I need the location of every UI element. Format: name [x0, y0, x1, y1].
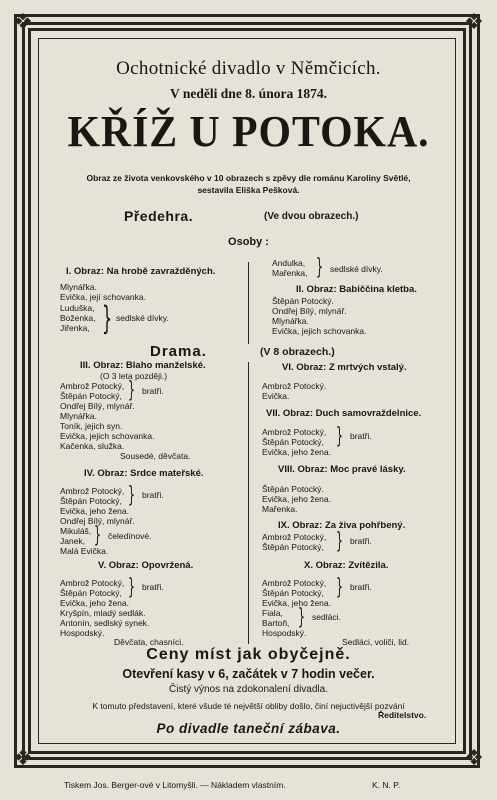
cast-stepan: Štěpán Potocký,	[60, 588, 122, 598]
cast-antonin: Antonín, sedlský synek.	[60, 618, 150, 628]
cast-ondrej: Ondřej Bílý, mlynář.	[60, 401, 135, 411]
cast-ondrej: Ondřej Bílý, mlynář.	[60, 516, 135, 526]
cast-evicka: Evička, její schovanka.	[60, 292, 146, 302]
cast-mala-evicka: Malá Evička.	[60, 546, 109, 556]
cast-luduska: Luduška,	[60, 303, 95, 313]
cast-ondrej: Ondřej Bílý, mlynář.	[272, 306, 347, 316]
cast-group-label: bratři.	[350, 582, 372, 592]
scene-6-heading: VI. Obraz: Z mrtvých vstalý.	[282, 362, 407, 373]
cast-evicka: Evička, jeho žena.	[262, 447, 331, 457]
cast-ambroz: Ambrož Potocký,	[262, 532, 327, 542]
cast-kryspin: Kryšpín, mladý sedlák.	[60, 608, 146, 618]
subtitle-line-2: sestavila Eliška Pešková.	[197, 185, 300, 195]
column-divider	[248, 362, 249, 644]
cast-group-label: sedlské dívky.	[116, 313, 169, 323]
cast-mlynarka: Mlynářka.	[60, 282, 97, 292]
cast-kacenka: Kačenka, služka.	[60, 441, 125, 451]
cast-group-label: bratři.	[350, 431, 372, 441]
cast-evicka: Evička, jeho žena.	[60, 506, 129, 516]
knp-mark: K. N. P.	[372, 780, 401, 790]
cast-extras: Sousedé, děvčata.	[120, 451, 191, 461]
column-divider	[248, 262, 249, 344]
cast-ambroz: Ambrož Potocký,	[262, 578, 327, 588]
cast-marenka: Mařenka.	[262, 504, 298, 514]
cast-ambroz: Ambrož Potocký,	[60, 486, 125, 496]
cast-stepan: Štěpán Potocký,	[262, 588, 324, 598]
brace-icon: }	[102, 299, 113, 337]
cast-mikulas: Mikuláš,	[60, 526, 92, 536]
proceeds-line: Čistý výnos na zdokonalení divadla.	[169, 684, 328, 695]
subtitle-line-1: Obraz ze života venkovského v 10 obrazech s zpěvy dle románu Karoliny Světlé,	[86, 173, 411, 183]
cast-stepan: Štěpán Potocký,	[60, 496, 122, 506]
cast-evicka: Evička, jeho žena.	[60, 598, 129, 608]
performance-date: V neděli dne 8. února 1874.	[170, 86, 327, 101]
scene-5-heading: V. Obraz: Opovržená.	[98, 560, 194, 571]
cast-group-label: čeledínové.	[108, 531, 152, 541]
cast-group-label: sedláci.	[312, 612, 341, 622]
brace-icon: }	[128, 378, 135, 403]
corner-ornament-icon: ❖	[13, 10, 33, 35]
cast-hospodsky: Hospodský.	[262, 628, 307, 638]
cast-evicka: Evička, jeho žena.	[262, 598, 331, 608]
cast-group-label: bratři.	[142, 386, 164, 396]
scene-1-heading: I. Obraz: Na hrobě zavražděných.	[66, 266, 216, 277]
cast-evicka: Evička, jejich schovanka.	[60, 431, 155, 441]
cast-hospodsky: Hospodský.	[60, 628, 105, 638]
scene-8-heading: VIII. Obraz: Moc pravé lásky.	[278, 464, 406, 475]
drama-note: (V 8 obrazech.)	[260, 346, 335, 358]
scene-9-heading: IX. Obraz: Za živa pohřbený.	[278, 520, 406, 531]
cast-marenka: Mařenka,	[272, 268, 308, 278]
cast-extras: Sedláci, voliči, lid.	[342, 637, 410, 647]
invitation-line: K tomuto představení, které všude té největší obliby došlo, činí nejuctivější pozvání	[92, 701, 405, 711]
cast-mlynarka: Mlynářka.	[272, 316, 309, 326]
scene-10-heading: X. Obraz: Zvítězila.	[304, 560, 389, 571]
scene-3-note: (O 3 leta později.)	[100, 371, 168, 381]
cast-ambroz: Ambrož Potocký,	[262, 427, 327, 437]
play-title: KŘÍŽ U POTOKA.	[67, 107, 430, 156]
scene-7-heading: VII. Obraz: Duch samovraždelnice.	[266, 408, 422, 419]
cast-ambroz: Ambrož Potocký.	[262, 381, 327, 391]
corner-ornament-icon: ❖	[13, 746, 33, 771]
cast-barton: Bartoň,	[262, 618, 290, 628]
osoby-heading: Osoby :	[228, 236, 269, 248]
cast-stepan: Štěpán Potocký,	[262, 437, 324, 447]
predehra-heading: Předehra.	[124, 208, 194, 224]
cast-group-label: sedlské dívky.	[330, 264, 383, 274]
corner-ornament-icon: ❖	[464, 746, 484, 771]
cast-ambroz: Ambrož Potocký,	[60, 381, 125, 391]
cast-ambroz: Ambrož Potocký,	[60, 578, 125, 588]
cast-andulka: Andulka,	[272, 258, 306, 268]
scene-3-heading: III. Obraz: Blaho manželské.	[80, 360, 206, 371]
cast-group-label: bratři.	[350, 536, 372, 546]
corner-ornament-icon: ❖	[464, 10, 484, 35]
cast-extras: Děvčata, chasníci.	[114, 637, 184, 647]
cast-fiala: Fiala,	[262, 608, 283, 618]
drama-heading: Drama.	[150, 343, 207, 360]
cast-jirenka: Jiřenka,	[60, 323, 90, 333]
cast-group-label: bratři.	[142, 582, 164, 592]
cast-tonik: Toník, jejich syn.	[60, 421, 123, 431]
brace-icon: }	[316, 255, 323, 280]
cast-janek: Janek,	[60, 536, 86, 546]
brace-icon: }	[128, 483, 135, 508]
scene-4-heading: IV. Obraz: Srdce mateřské.	[84, 468, 204, 479]
brace-icon: }	[336, 529, 343, 554]
directorate-signature: Ředitelstvo.	[378, 710, 427, 720]
predehra-note: (Ve dvou obrazech.)	[264, 211, 359, 222]
cast-evicka: Evička.	[262, 391, 290, 401]
brace-icon: }	[94, 523, 101, 548]
dance-line: Po divadle taneční zábava.	[156, 721, 341, 736]
cast-mlynarka: Mlynářka.	[60, 411, 97, 421]
cast-bozenka: Boženka,	[60, 313, 96, 323]
cast-stepan: Štěpán Potocký,	[262, 542, 324, 552]
scene-2-heading: II. Obraz: Babiččina kletba.	[296, 284, 417, 295]
cast-stepan: Štěpán Potocký,	[60, 391, 122, 401]
cast-evicka: Evička, jejich schovanka.	[272, 326, 367, 336]
prices-line: Ceny míst jak obyčejně.	[146, 646, 351, 663]
cast-stepan: Štěpán Potocký.	[272, 296, 334, 306]
brace-icon: }	[336, 424, 343, 449]
opening-time-line: Otevření kasy v 6, začátek v 7 hodin večer.	[122, 667, 375, 681]
brace-icon: }	[298, 605, 305, 630]
brace-icon: }	[128, 575, 135, 600]
cast-evicka: Evička, jeho žena.	[262, 494, 331, 504]
printer-credit: Tiskem Jos. Berger-ové v Litomyšli. — Nákladem vlastním.	[64, 780, 286, 790]
theatre-name: Ochotnické divadlo v Němčicích.	[116, 58, 381, 79]
brace-icon: }	[336, 575, 343, 600]
cast-stepan: Štěpán Potocký.	[262, 484, 324, 494]
cast-group-label: bratři.	[142, 490, 164, 500]
